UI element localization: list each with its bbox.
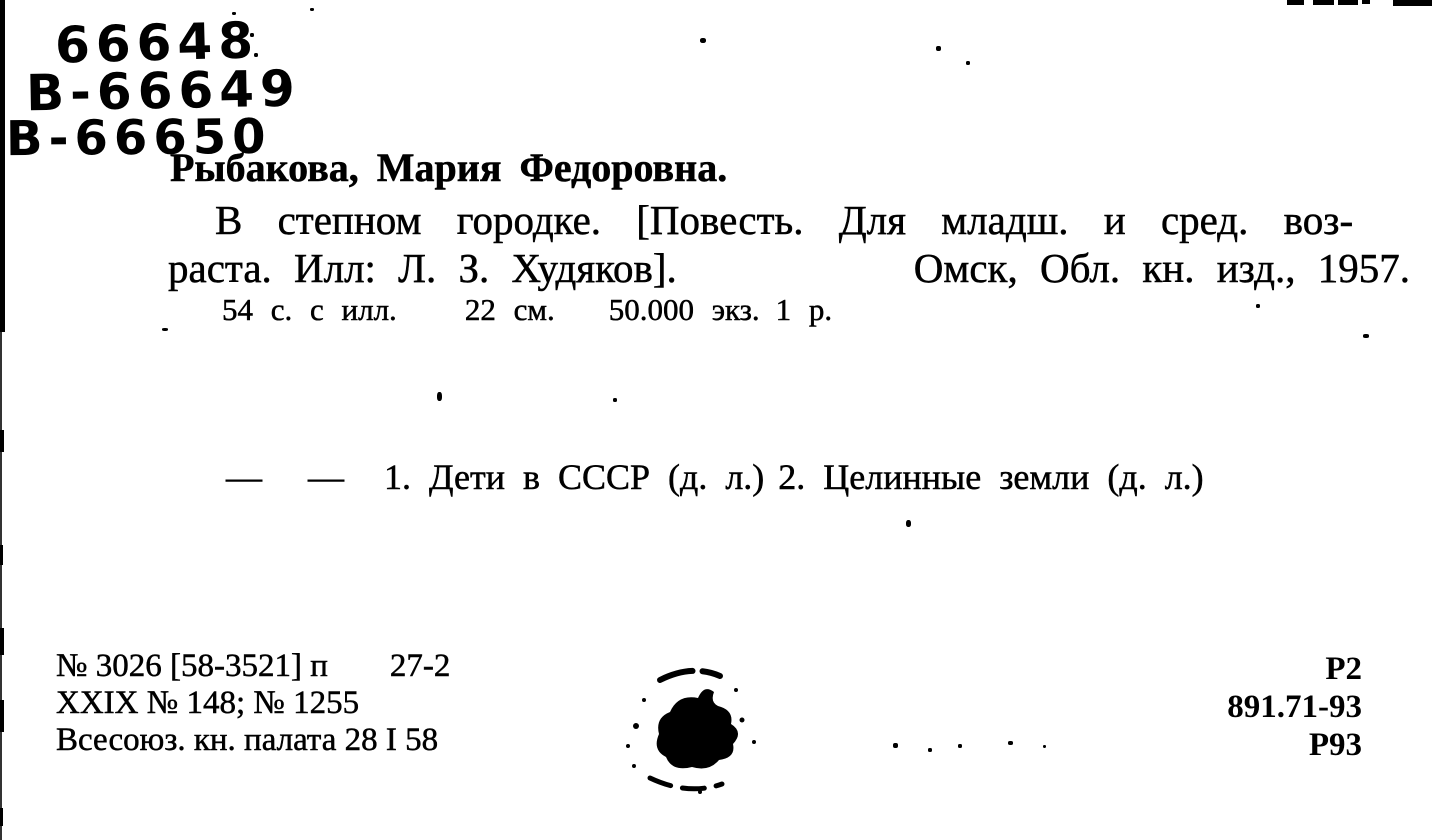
- collation-size: 22 см.: [464, 292, 555, 327]
- tracing-entry-2: 2. Целинные земли (д. л.): [778, 457, 1204, 497]
- imprint: Омск, Обл. кн. изд., 1957.: [913, 245, 1410, 291]
- tracings-line: [226, 456, 1204, 498]
- accession-number: В-66649: [25, 59, 302, 123]
- scan-left-edge-segment: [0, 0, 5, 332]
- registration-line-1: [56, 648, 450, 685]
- scan-left-edge-segment: [0, 808, 3, 826]
- classification-author-mark: Р93: [1308, 727, 1362, 763]
- author-heading: Рыбакова, Мария Федоровна.: [170, 145, 728, 190]
- classification-udc: 891.71-93: [1227, 689, 1362, 725]
- scan-left-edge-segment: [0, 430, 4, 452]
- tracing-dashes: — —: [226, 457, 358, 497]
- collation-print-run: 50.000 экз.: [608, 292, 760, 327]
- collation-price: 1 р.: [775, 292, 833, 327]
- collation-line: [222, 292, 832, 328]
- classification-series: Р2: [1325, 651, 1362, 687]
- title-line-2: [168, 244, 1410, 292]
- classification-block: [1227, 650, 1362, 764]
- accession-number: В-66650: [5, 108, 272, 168]
- registration-line-2: XXIX № 148; № 1255: [56, 685, 360, 721]
- registration-code: 27-2: [389, 648, 451, 684]
- ink-blot: [608, 664, 772, 809]
- scan-left-edge-segment: [0, 545, 3, 565]
- scan-left-edge-segment: [0, 700, 4, 732]
- scan-left-edge-segment: [0, 628, 4, 655]
- title-line-1: В степном городке. [Повесть. Для младш. и сред. воз-: [215, 197, 1354, 243]
- registration-line-3: Всесоюз. кн. палата 28 I 58: [56, 722, 439, 758]
- registration-block: [56, 648, 450, 759]
- accession-number: 66648: [54, 11, 260, 75]
- tracing-entry-1: 1. Дети в СССР (д. л.): [384, 457, 765, 497]
- registration-number: № 3026 [58-3521] п: [56, 648, 328, 684]
- title-continuation: раста. Илл: Л. З. Худяков].: [168, 245, 677, 291]
- collation-pages: 54 с. с илл.: [222, 292, 397, 327]
